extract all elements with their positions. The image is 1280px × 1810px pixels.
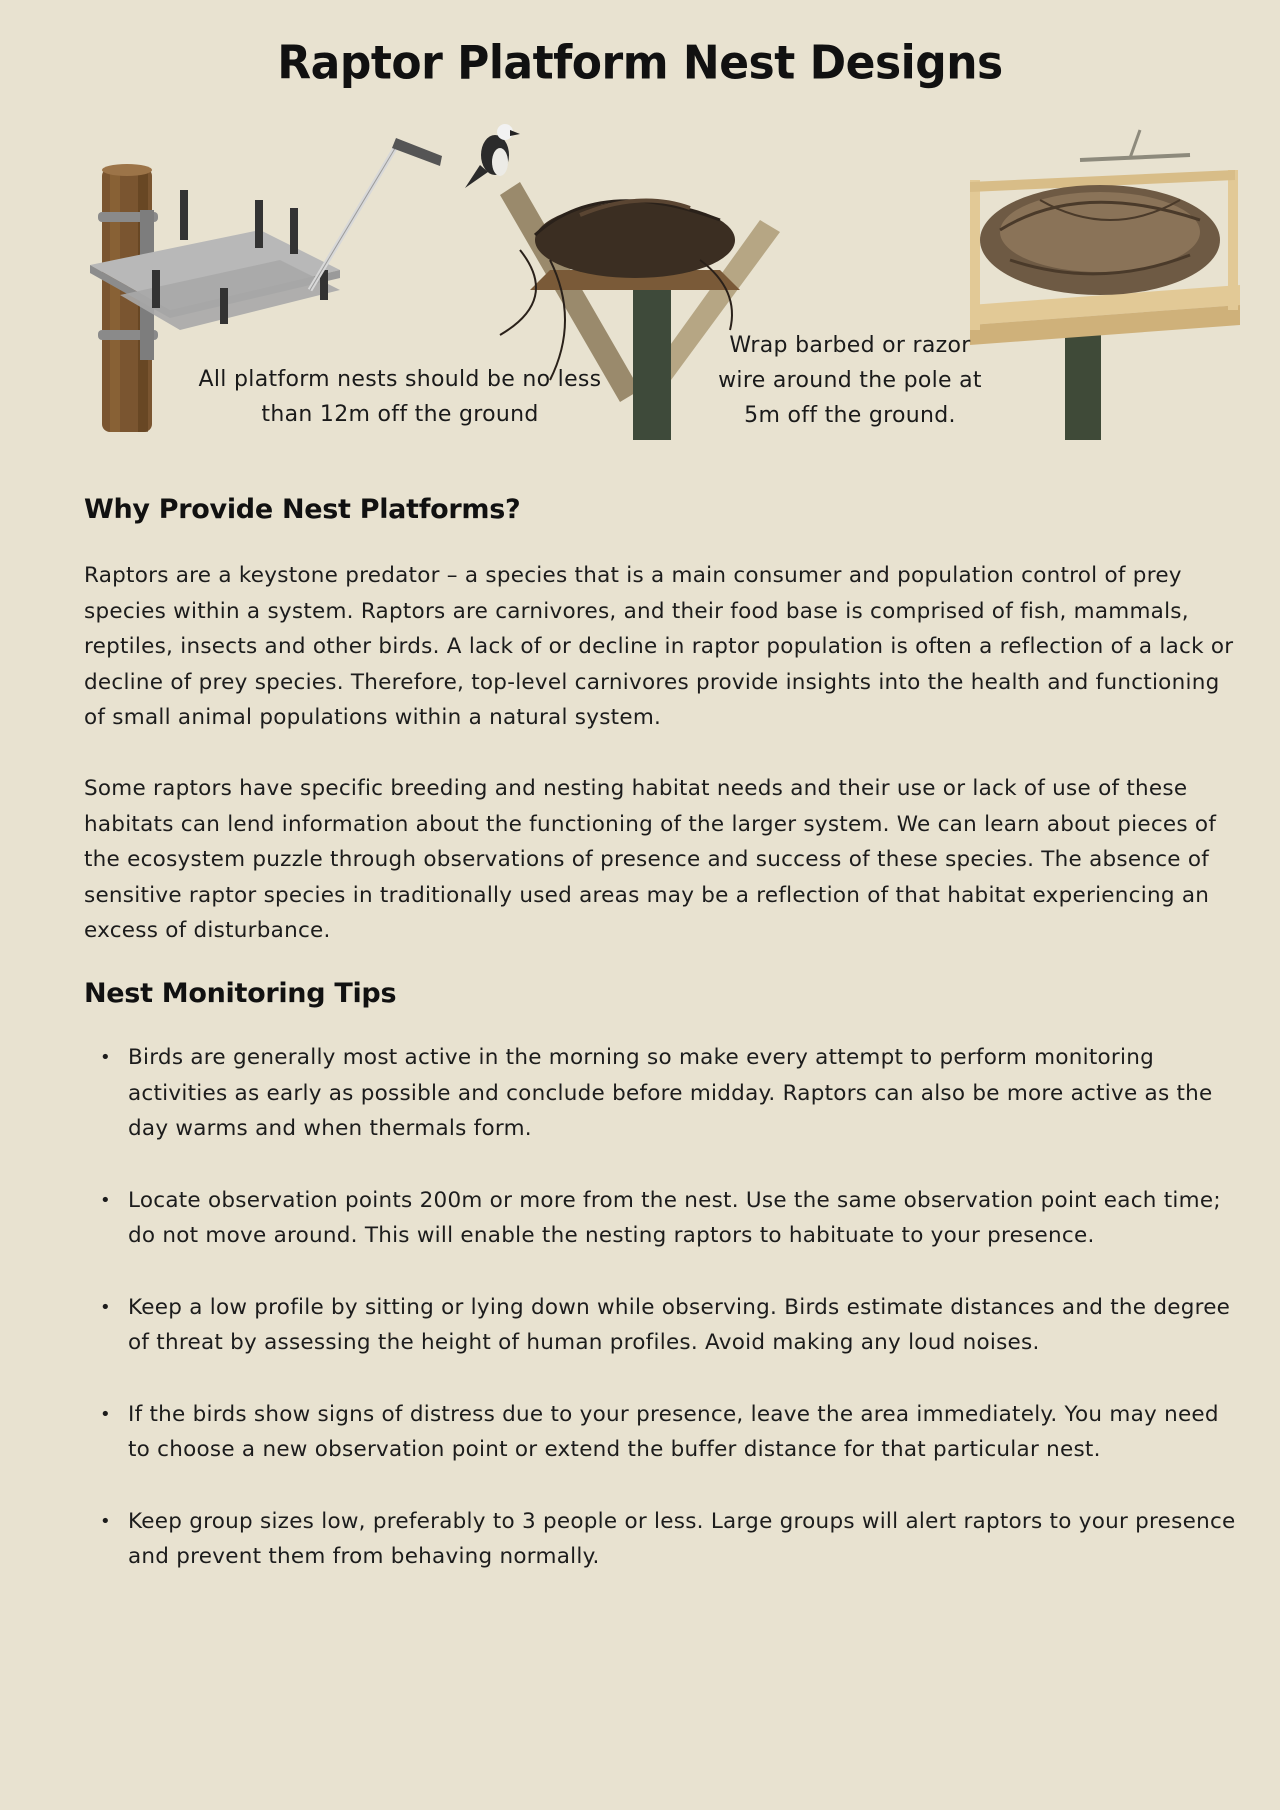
list-item — [84, 1397, 1244, 1468]
tip-text: Locate observation points 200m or more from the nest. Use the same observation point each time; do not move around. This will enable the nesting raptors to habituate to your presence. — [128, 1187, 1221, 1248]
caption-pole-wire: Wrap barbed or razor wire around the pole at 5m off the ground. — [718, 333, 982, 428]
list-item — [84, 1183, 1244, 1254]
heading-monitoring-tips: Nest Monitoring Tips — [84, 978, 397, 1009]
bullet-icon: • — [100, 1403, 111, 1425]
paragraph-habitat-needs: Some raptors have specific breeding and nesting habitat needs and their use or lack of use of these habitats can lend information about the functioning of the larger system. We can learn about pieces of the ecosystem puzzle through observations of presence and success of these species. The absence of sensitive raptor species in traditionally used areas may be a reflection of that habitat experiencing an excess of disturbance. — [84, 776, 1217, 943]
bullet-icon: • — [100, 1510, 111, 1532]
list-item — [84, 1504, 1244, 1575]
tip-text: Keep a low profile by sitting or lying down while observing. Birds estimate distances and the degree of threat by assessing the height of human profiles. Avoid making any loud noises. — [128, 1294, 1231, 1355]
bullet-icon: • — [100, 1296, 111, 1318]
page-title: Raptor Platform Nest Designs — [277, 36, 1003, 91]
bullet-icon: • — [100, 1189, 111, 1211]
monitoring-tips-list — [84, 1040, 1244, 1611]
caption-platform-height: All platform nests should be no less than 12m off the ground — [198, 367, 602, 427]
list-item — [84, 1290, 1244, 1361]
hero-illustrations — [80, 120, 1240, 440]
bullet-icon: • — [100, 1047, 111, 1068]
paragraph-keystone-predator: Raptors are a keystone predator – a species that is a main consumer and population control of prey species within a system. Raptors are carnivores, and their food base is comprised of fish, mammals, reptiles, insects and other birds. A lack of or decline in raptor population is often a reflection of a lack or decline of prey species. Therefore, top-level carnivores provide insights into the health and functioning of small animal populations within a natural system. — [84, 563, 1234, 730]
tip-text: If the birds show signs of distress due to your presence, leave the area immediately. You may need to choose a new observation point or extend the buffer distance for that particular nest. — [128, 1401, 1219, 1462]
box-platform-with-nest — [970, 130, 1240, 440]
list-item — [84, 1040, 1244, 1147]
tip-text: Birds are generally most active in the morning so make every attempt to perform monitoring activities as early as possible and conclude before midday. Raptors can also be more active as the day warms and when thermals form. — [128, 1045, 1213, 1141]
tip-text: Keep group sizes low, preferably to 3 people or less. Large groups will alert raptors to your presence and prevent them from behaving normally. — [128, 1508, 1236, 1569]
heading-why-platforms: Why Provide Nest Platforms? — [84, 494, 521, 525]
